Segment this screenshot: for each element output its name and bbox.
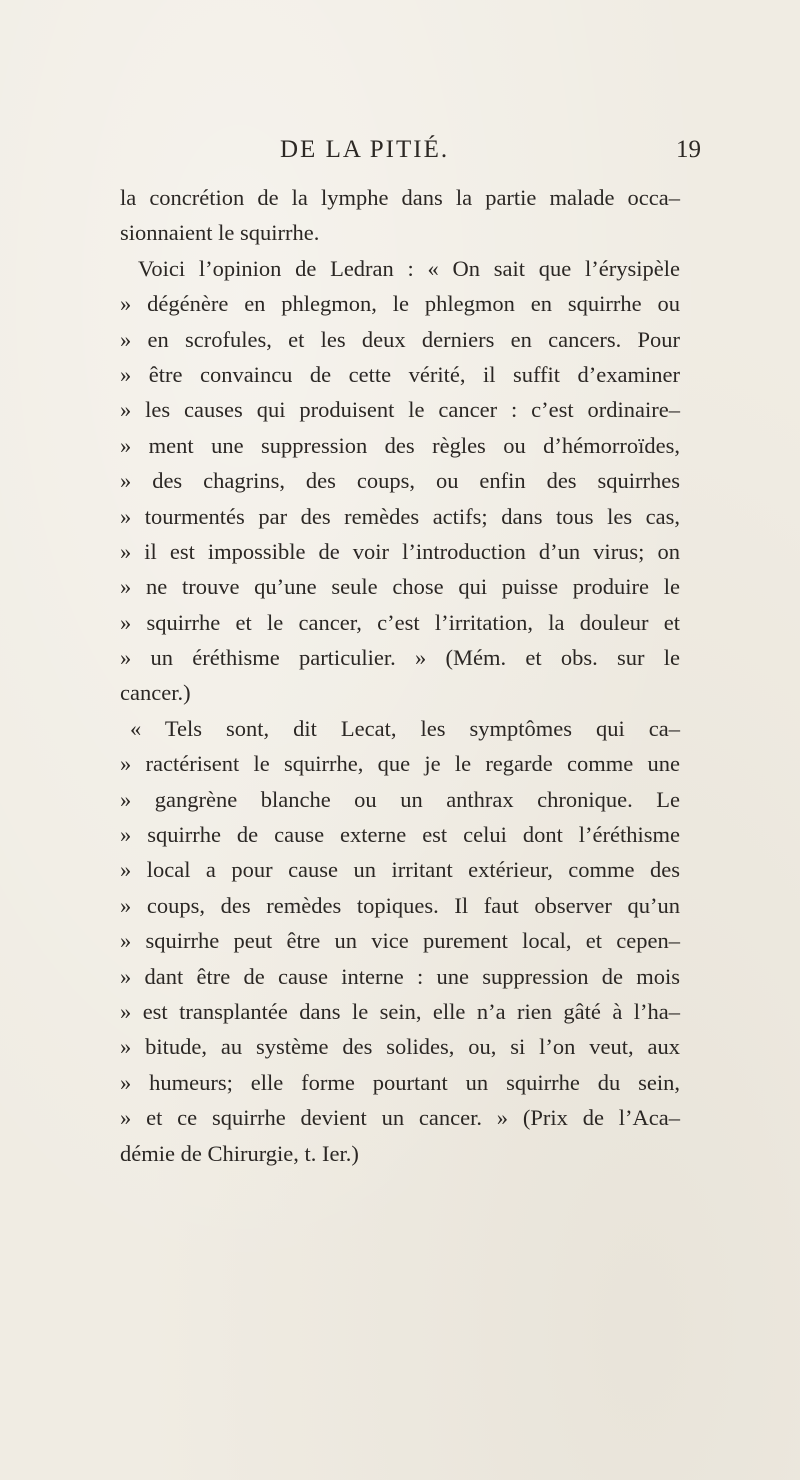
- text-line: » coups, des remèdes topiques. Il faut observer qu’un: [120, 892, 680, 918]
- text-line: » dégénère en phlegmon, le phlegmon en squirrhe ou: [120, 291, 680, 317]
- text-line: » squirrhe et le cancer, c’est l’irritation, la douleur et: [120, 609, 680, 635]
- text-line: » dant être de cause interne : une suppression de mois: [120, 963, 680, 989]
- body-text: [120, 180, 680, 1171]
- text-line: » gangrène blanche ou un anthrax chronique. Le: [120, 786, 680, 812]
- text-line: » humeurs; elle forme pourtant un squirrhe du sein,: [120, 1069, 680, 1095]
- text-line: sionnaient le squirrhe.: [120, 220, 320, 246]
- text-line: » est transplantée dans le sein, elle n’a rien gâté à l’ha–: [120, 998, 680, 1024]
- text-line: » en scrofules, et les deux derniers en cancers. Pour: [120, 326, 680, 352]
- text-line: » bitude, au système des solides, ou, si l’on veut, aux: [120, 1034, 680, 1060]
- text-line: Voici l’opinion de Ledran : « On sait que l’érysipèle: [138, 255, 680, 281]
- page-number: 19: [676, 136, 701, 163]
- text-line: » squirrhe peut être un vice purement local, et cepen–: [120, 928, 680, 954]
- text-line: » des chagrins, des coups, ou enfin des squirrhes: [120, 468, 680, 494]
- text-line: la concrétion de la lymphe dans la partie malade occa–: [120, 185, 680, 210]
- text-line: » ne trouve qu’une seule chose qui puisse produire le: [120, 574, 680, 600]
- text-line: » il est impossible de voir l’introduction d’un virus; on: [120, 538, 680, 564]
- text-line: » ment une suppression des règles ou d’hémorroïdes,: [120, 432, 680, 458]
- text-line: » être convaincu de cette vérité, il suffit d’examiner: [120, 361, 680, 387]
- text-line: » et ce squirrhe devient un cancer. » (Prix de l’Aca–: [120, 1105, 680, 1131]
- text-line: » tourmentés par des remèdes actifs; dans tous les cas,: [120, 503, 680, 529]
- text-line: cancer.): [120, 680, 191, 706]
- running-title: DE LA PITIÉ.: [280, 136, 450, 163]
- text-line: » local a pour cause un irritant extérieur, comme des: [120, 857, 680, 883]
- text-line: » squirrhe de cause externe est celui dont l’éréthisme: [120, 822, 680, 848]
- text-line: » un éréthisme particulier. » (Mém. et obs. sur le: [120, 645, 680, 671]
- text-line: » les causes qui produisent le cancer : c’est ordinaire–: [120, 397, 680, 423]
- text-line: » ractérisent le squirrhe, que je le regarde comme une: [120, 751, 680, 777]
- text-line: « Tels sont, dit Lecat, les symptômes qui ca–: [130, 715, 680, 741]
- text-line: démie de Chirurgie, t. Ier.): [120, 1140, 359, 1166]
